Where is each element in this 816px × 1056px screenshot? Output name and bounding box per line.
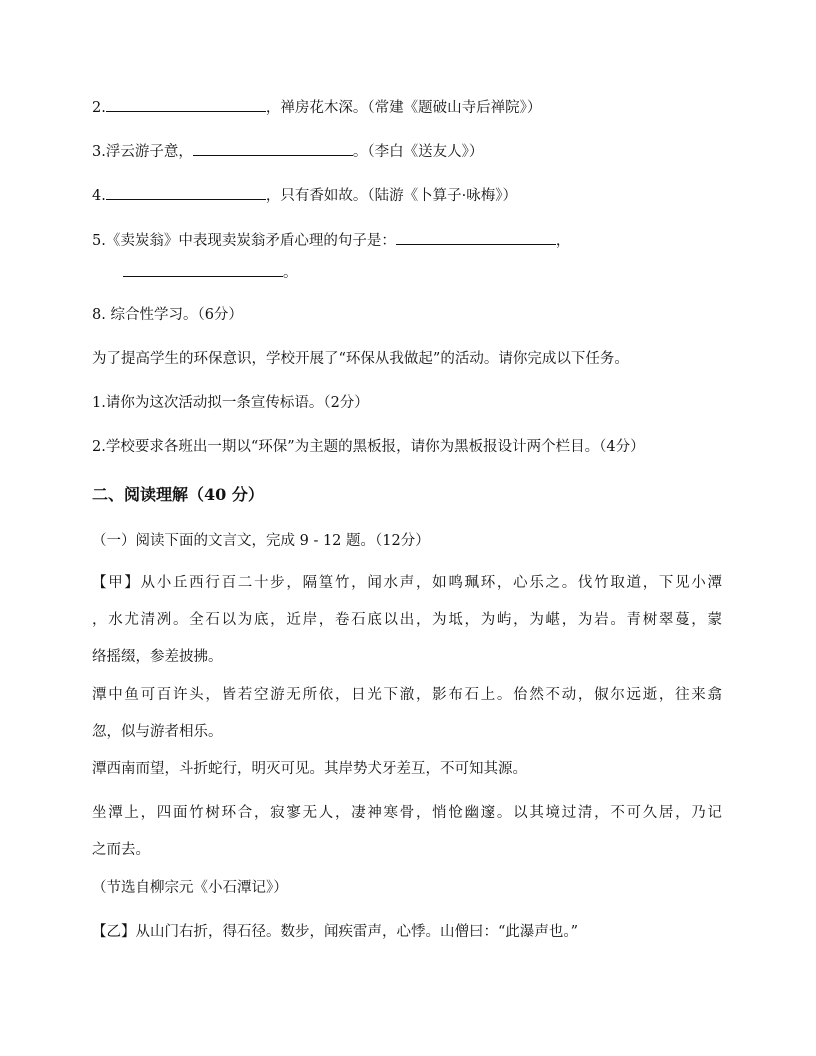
answer-blank[interactable]: [396, 229, 556, 245]
passage-jia-paragraph-4: [92, 795, 722, 869]
question-text: ，只有香如故。（陆游《卜算子·咏梅》）: [265, 188, 517, 204]
passage-jia-paragraph-3: [92, 751, 722, 788]
question-5-continued: [123, 261, 763, 283]
question-text: 5.《卖炭翁》中表现卖炭翁矛盾心理的句子是：: [92, 233, 396, 249]
passage-source: （节选自柳宗元《小石潭记》）: [92, 880, 288, 896]
answer-blank[interactable]: [106, 184, 266, 200]
passage-jia-paragraph-1: [92, 565, 722, 676]
task-2: 2.学校要求各班出一期以“环保”为主题的黑板报，请你为黑板报设计两个栏目。（4分）: [92, 439, 645, 455]
answer-blank[interactable]: [106, 96, 266, 112]
question-5: [92, 229, 732, 251]
text-line: 络摇缀，参差披拂。: [92, 649, 223, 665]
punctuation: 。: [283, 265, 298, 281]
text-line: 潭中鱼可百许头，皆若空游无所依，日光下澈，影布石上。佁然不动，俶尔远逝，往来翕: [92, 687, 722, 703]
subsection-1-title: （一）阅读下面的文言文，完成 9 - 12 题。（12分）: [92, 533, 430, 549]
question-text: ，禅房花木深。（常建《题破山寺后禅院》）: [265, 100, 542, 116]
question-4: [92, 184, 732, 206]
text-line: 【甲】从小丘西行百二十步，隔篁竹，闻水声，如鸣珮环，心乐之。伐竹取道，下见小潭: [92, 575, 722, 591]
text-line: 坐潭上，四面竹树环合，寂寥无人，凄神寒骨，悄怆幽邃。以其境过清，不可久居，乃记: [92, 805, 722, 821]
question-3: [92, 140, 732, 162]
passage-yi-paragraph-1: 【乙】从山门右折，得石径。数步，闻疾雷声，心悸。山僧曰：“此瀑声也。”: [92, 924, 579, 940]
text-line: ，水尤清冽。全石以为底，近岸，卷石底以出，为坻，为屿，为嵁，为岩。青树翠蔓，蒙: [92, 612, 722, 628]
punctuation: ，: [555, 233, 571, 249]
text-line: 忽，似与游者相乐。: [92, 724, 223, 740]
text-line: 潭西南而望，斗折蛇行，明灭可见。其岸势犬牙差互，不可知其源。: [92, 761, 527, 777]
section-heading: 二、阅读理解（40 分）: [92, 485, 264, 504]
question-number: 4.: [92, 188, 106, 204]
answer-blank[interactable]: [123, 261, 283, 277]
passage-jia-paragraph-2: [92, 677, 722, 751]
activity-intro: 为了提高学生的环保意识，学校开展了“环保从我做起”的活动。请你完成以下任务。: [92, 351, 629, 367]
text-line: 之而去。: [92, 842, 150, 858]
question-text: 。（李白《送友人》）: [352, 144, 484, 160]
question-number: 2.: [92, 100, 106, 116]
task-1: 1.请你为这次活动拟一条宣传标语。（2分）: [92, 395, 369, 411]
question-8-title: 8. 综合性学习。（6分）: [92, 307, 243, 323]
question-2: [92, 96, 732, 118]
answer-blank[interactable]: [193, 140, 353, 156]
question-text: 3.浮云游子意，: [92, 144, 193, 160]
